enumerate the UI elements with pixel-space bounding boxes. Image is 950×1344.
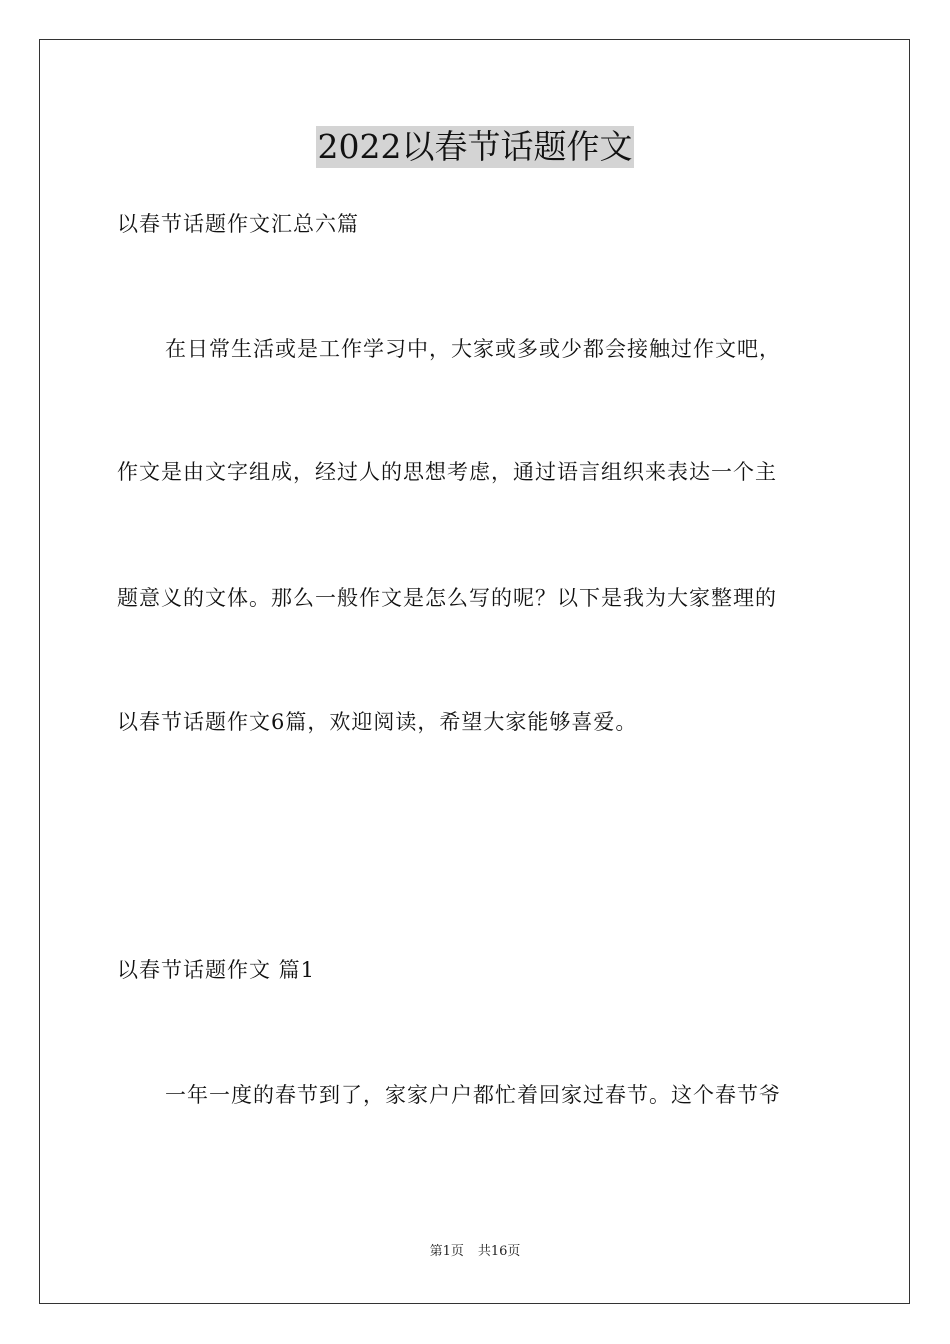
section-heading: 以春节话题作文 篇1 (117, 958, 316, 982)
page-total: 共16页 (477, 1244, 521, 1259)
document-subtitle: 以春节话题作文汇总六篇 (117, 212, 359, 236)
page-footer (0, 1243, 950, 1261)
title-container (0, 126, 950, 168)
document-title: 2022以春节话题作文 (317, 127, 633, 166)
page-number: 第1页 (429, 1244, 464, 1259)
section-line-1: 一年一度的春节到了，家家户户都忙着回家过春节。这个春节爷 (165, 1083, 781, 1107)
intro-line-4: 以春节话题作文6篇，欢迎阅读，希望大家能够喜爱。 (117, 710, 638, 734)
intro-line-3: 题意义的文体。那么一般作文是怎么写的呢？以下是我为大家整理的 (117, 586, 777, 610)
intro-line-1: 在日常生活或是工作学习中，大家或多或少都会接触过作文吧， (165, 337, 781, 361)
intro-line-2: 作文是由文字组成，经过人的思想考虑，通过语言组织来表达一个主 (117, 460, 777, 484)
